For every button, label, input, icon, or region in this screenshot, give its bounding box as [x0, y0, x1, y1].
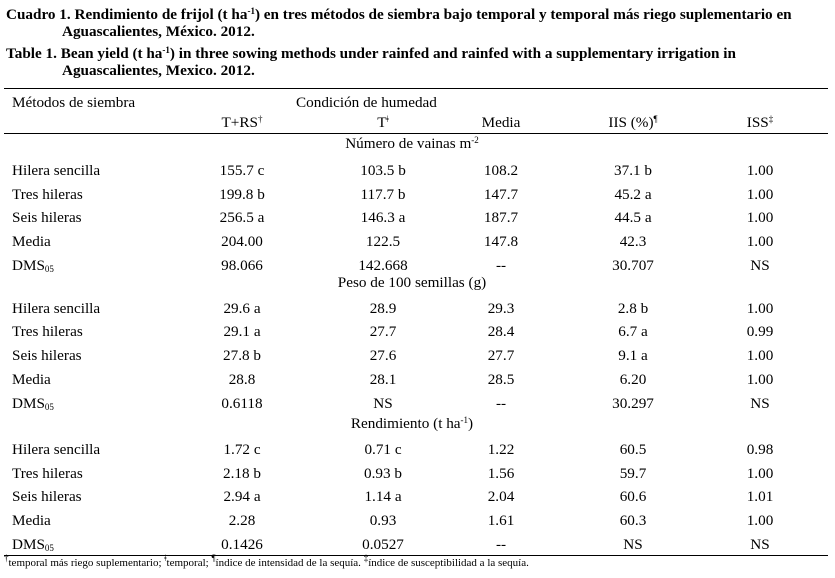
table-cell: 1.61 [487, 512, 515, 529]
table-cell: 108.2 [483, 162, 519, 179]
table-cell: Media [12, 512, 51, 529]
table-cell: 0.1426 [221, 536, 263, 553]
table-cell: Seis hileras [12, 488, 82, 505]
table-cell: 0.93 b [364, 465, 402, 482]
table-cell: Tres hileras [12, 465, 83, 482]
section-1-title: Número de vainas m [345, 135, 472, 152]
table-cell: 1.00 [746, 186, 774, 203]
footnote-mark-2: ǂ [164, 553, 167, 563]
table-cell: -- [495, 395, 507, 412]
table-cell: 1.56 [487, 465, 515, 482]
table-cell: 1.00 [746, 371, 774, 388]
header-iss-label: ISS [746, 114, 769, 131]
dms-label [12, 257, 54, 275]
header-t-mark: ǂ [386, 114, 389, 124]
section-title-rendimiento [250, 415, 574, 433]
table-cell: 0.6118 [221, 395, 263, 412]
table-cell: 1.00 [746, 465, 774, 482]
table-cell: Tres hileras [12, 186, 83, 203]
table-cell: 1.22 [487, 441, 515, 458]
header-trs [198, 114, 286, 132]
header-iss-mark: ‡ [768, 114, 774, 124]
table-cell: Hilera sencilla [12, 162, 101, 179]
table-cell: NS [373, 395, 393, 412]
header-condition: Condición de humedad [296, 94, 437, 111]
table-cell: 29.3 [487, 300, 515, 317]
table-cell: 29.6 a [223, 300, 261, 317]
section-1-title-sup: -2 [471, 135, 479, 145]
caption-en-sup: -1 [162, 45, 170, 55]
header-iis [590, 114, 676, 132]
table-cell: 0.93 [369, 512, 397, 529]
table-cell: 147.8 [483, 233, 519, 250]
footnote-text-1: temporal más riego suplementario; [8, 557, 165, 569]
footnote-mark-4: ‡ [363, 553, 369, 563]
footnote-text-2: temporal; [166, 557, 212, 569]
header-trs-label: T+RS [221, 114, 258, 131]
table-cell: 27.7 [369, 323, 397, 340]
table-cell: 146.3 a [360, 209, 406, 226]
table-cell: 45.2 a [614, 186, 652, 203]
table-cell: 60.3 [619, 512, 647, 529]
section-title-vainas [250, 135, 574, 153]
header-iis-label: IIS (%) [608, 114, 654, 131]
table-cell: 199.8 b [219, 186, 265, 203]
dms-sub: 05 [44, 543, 54, 553]
table-cell: -- [495, 257, 507, 274]
dms-label [12, 395, 54, 413]
table-cell: 2.94 a [223, 488, 261, 505]
table-cell: 117.7 b [360, 186, 406, 203]
table-cell: 0.0527 [362, 536, 404, 553]
table-cell: Tres hileras [12, 323, 83, 340]
table-cell: 1.00 [746, 162, 774, 179]
caption-es-text: Cuadro 1. Rendimiento de frijol (t ha [6, 6, 248, 23]
table-cell: NS [750, 395, 770, 412]
table-cell: 204.00 [221, 233, 263, 250]
table-cell: 2.04 [487, 488, 515, 505]
table-cell: 1.00 [746, 300, 774, 317]
table-cell: 59.7 [619, 465, 647, 482]
dms-label [12, 536, 54, 554]
table-cell: 27.8 b [223, 347, 261, 364]
header-trs-mark: † [257, 114, 263, 124]
table-cell: 30.707 [612, 257, 654, 274]
table-cell: 30.297 [612, 395, 654, 412]
table-cell: Hilera sencilla [12, 441, 101, 458]
footnote-mark-3: ¶ [211, 553, 216, 563]
caption-spanish [6, 6, 828, 40]
table-cell: 187.7 [483, 209, 519, 226]
table-cell: 28.1 [369, 371, 397, 388]
table-cell: Hilera sencilla [12, 300, 101, 317]
table-cell: 2.8 b [617, 300, 649, 317]
table-cell: Seis hileras [12, 347, 82, 364]
header-rule [4, 133, 828, 134]
table-cell: 28.5 [487, 371, 515, 388]
table-cell: 142.668 [358, 257, 408, 274]
table-cell: NS [623, 536, 643, 553]
caption-es-line2: Aguascalientes, México. 2012. [62, 23, 255, 40]
table-cell: NS [750, 257, 770, 274]
table-cell: 27.7 [487, 347, 515, 364]
table-cell: 6.20 [619, 371, 647, 388]
footnote-mark-1: † [4, 553, 9, 563]
header-methods: Métodos de siembra [12, 94, 136, 111]
table-cell: 29.1 a [223, 323, 261, 340]
section-2-title: Peso de 100 semillas (g) [337, 274, 487, 291]
table-cell: Media [12, 233, 51, 250]
table-cell: 1.00 [746, 209, 774, 226]
header-iis-mark: ¶ [653, 114, 658, 124]
table-cell: 2.18 b [223, 465, 261, 482]
table-cell: 103.5 b [360, 162, 406, 179]
caption-en-text: Table 1. Bean yield (t ha [6, 45, 163, 62]
table-cell: 28.9 [369, 300, 397, 317]
table-cell: 0.98 [746, 441, 774, 458]
caption-english [6, 45, 828, 79]
section-title-peso [250, 274, 574, 292]
table-cell: 60.5 [619, 441, 647, 458]
table-cell: 1.00 [746, 347, 774, 364]
table-cell: 122.5 [365, 233, 401, 250]
header-media: Media [481, 114, 521, 131]
table-cell: NS [750, 536, 770, 553]
table-cell: 9.1 a [618, 347, 648, 364]
table-cell: 0.71 c [364, 441, 402, 458]
table-footnote [4, 553, 529, 570]
table-cell: 44.5 a [614, 209, 652, 226]
table-cell: 147.7 [483, 186, 519, 203]
table-cell: 28.4 [487, 323, 515, 340]
table-cell: 6.7 a [618, 323, 648, 340]
table-cell: 0.99 [746, 323, 774, 340]
table-cell: 155.7 c [219, 162, 265, 179]
caption-en-line2: Aguascalientes, Mexico. 2012. [62, 62, 255, 79]
table-cell: 98.066 [221, 257, 263, 274]
caption-es-sup: -1 [247, 6, 255, 16]
dms-text: DMS [12, 395, 45, 412]
table-cell: 37.1 b [614, 162, 652, 179]
table-cell: Media [12, 371, 51, 388]
header-iss [718, 114, 802, 132]
footnote-text-3: índice de intensidad de la sequía. [215, 557, 364, 569]
table-cell: 256.5 a [219, 209, 265, 226]
section-3-title-end: ) [468, 415, 474, 432]
header-t-label: T [377, 114, 387, 131]
table-cell: -- [495, 536, 507, 553]
section-3-title-sup: -1 [460, 415, 469, 425]
section-3-title: Rendimiento (t ha [350, 415, 461, 432]
top-rule [4, 88, 828, 89]
table-cell: 1.72 c [223, 441, 261, 458]
dms-sub: 05 [44, 264, 54, 274]
table-cell: 1.00 [746, 233, 774, 250]
table-cell: Seis hileras [12, 209, 82, 226]
dms-text: DMS [12, 536, 45, 553]
table-cell: 60.6 [619, 488, 647, 505]
dms-sub: 05 [44, 402, 54, 412]
table-cell: 27.6 [369, 347, 397, 364]
footnote-text-4: índice de susceptibilidad a la sequía. [368, 557, 529, 569]
table-cell: 42.3 [619, 233, 647, 250]
table-cell: 2.28 [228, 512, 256, 529]
table-cell: 28.8 [228, 371, 256, 388]
table-cell: 1.01 [746, 488, 774, 505]
dms-text: DMS [12, 257, 45, 274]
caption-es-text-b: ) en tres métodos de siembra bajo temporal y temporal más riego suplementario en [254, 6, 792, 23]
table-cell: 1.00 [746, 512, 774, 529]
table-cell: 1.14 a [364, 488, 402, 505]
header-t [333, 114, 433, 132]
caption-en-text-b: ) in three sowing methods under rainfed and rainfed with a supplementary irrigation in [169, 45, 736, 62]
